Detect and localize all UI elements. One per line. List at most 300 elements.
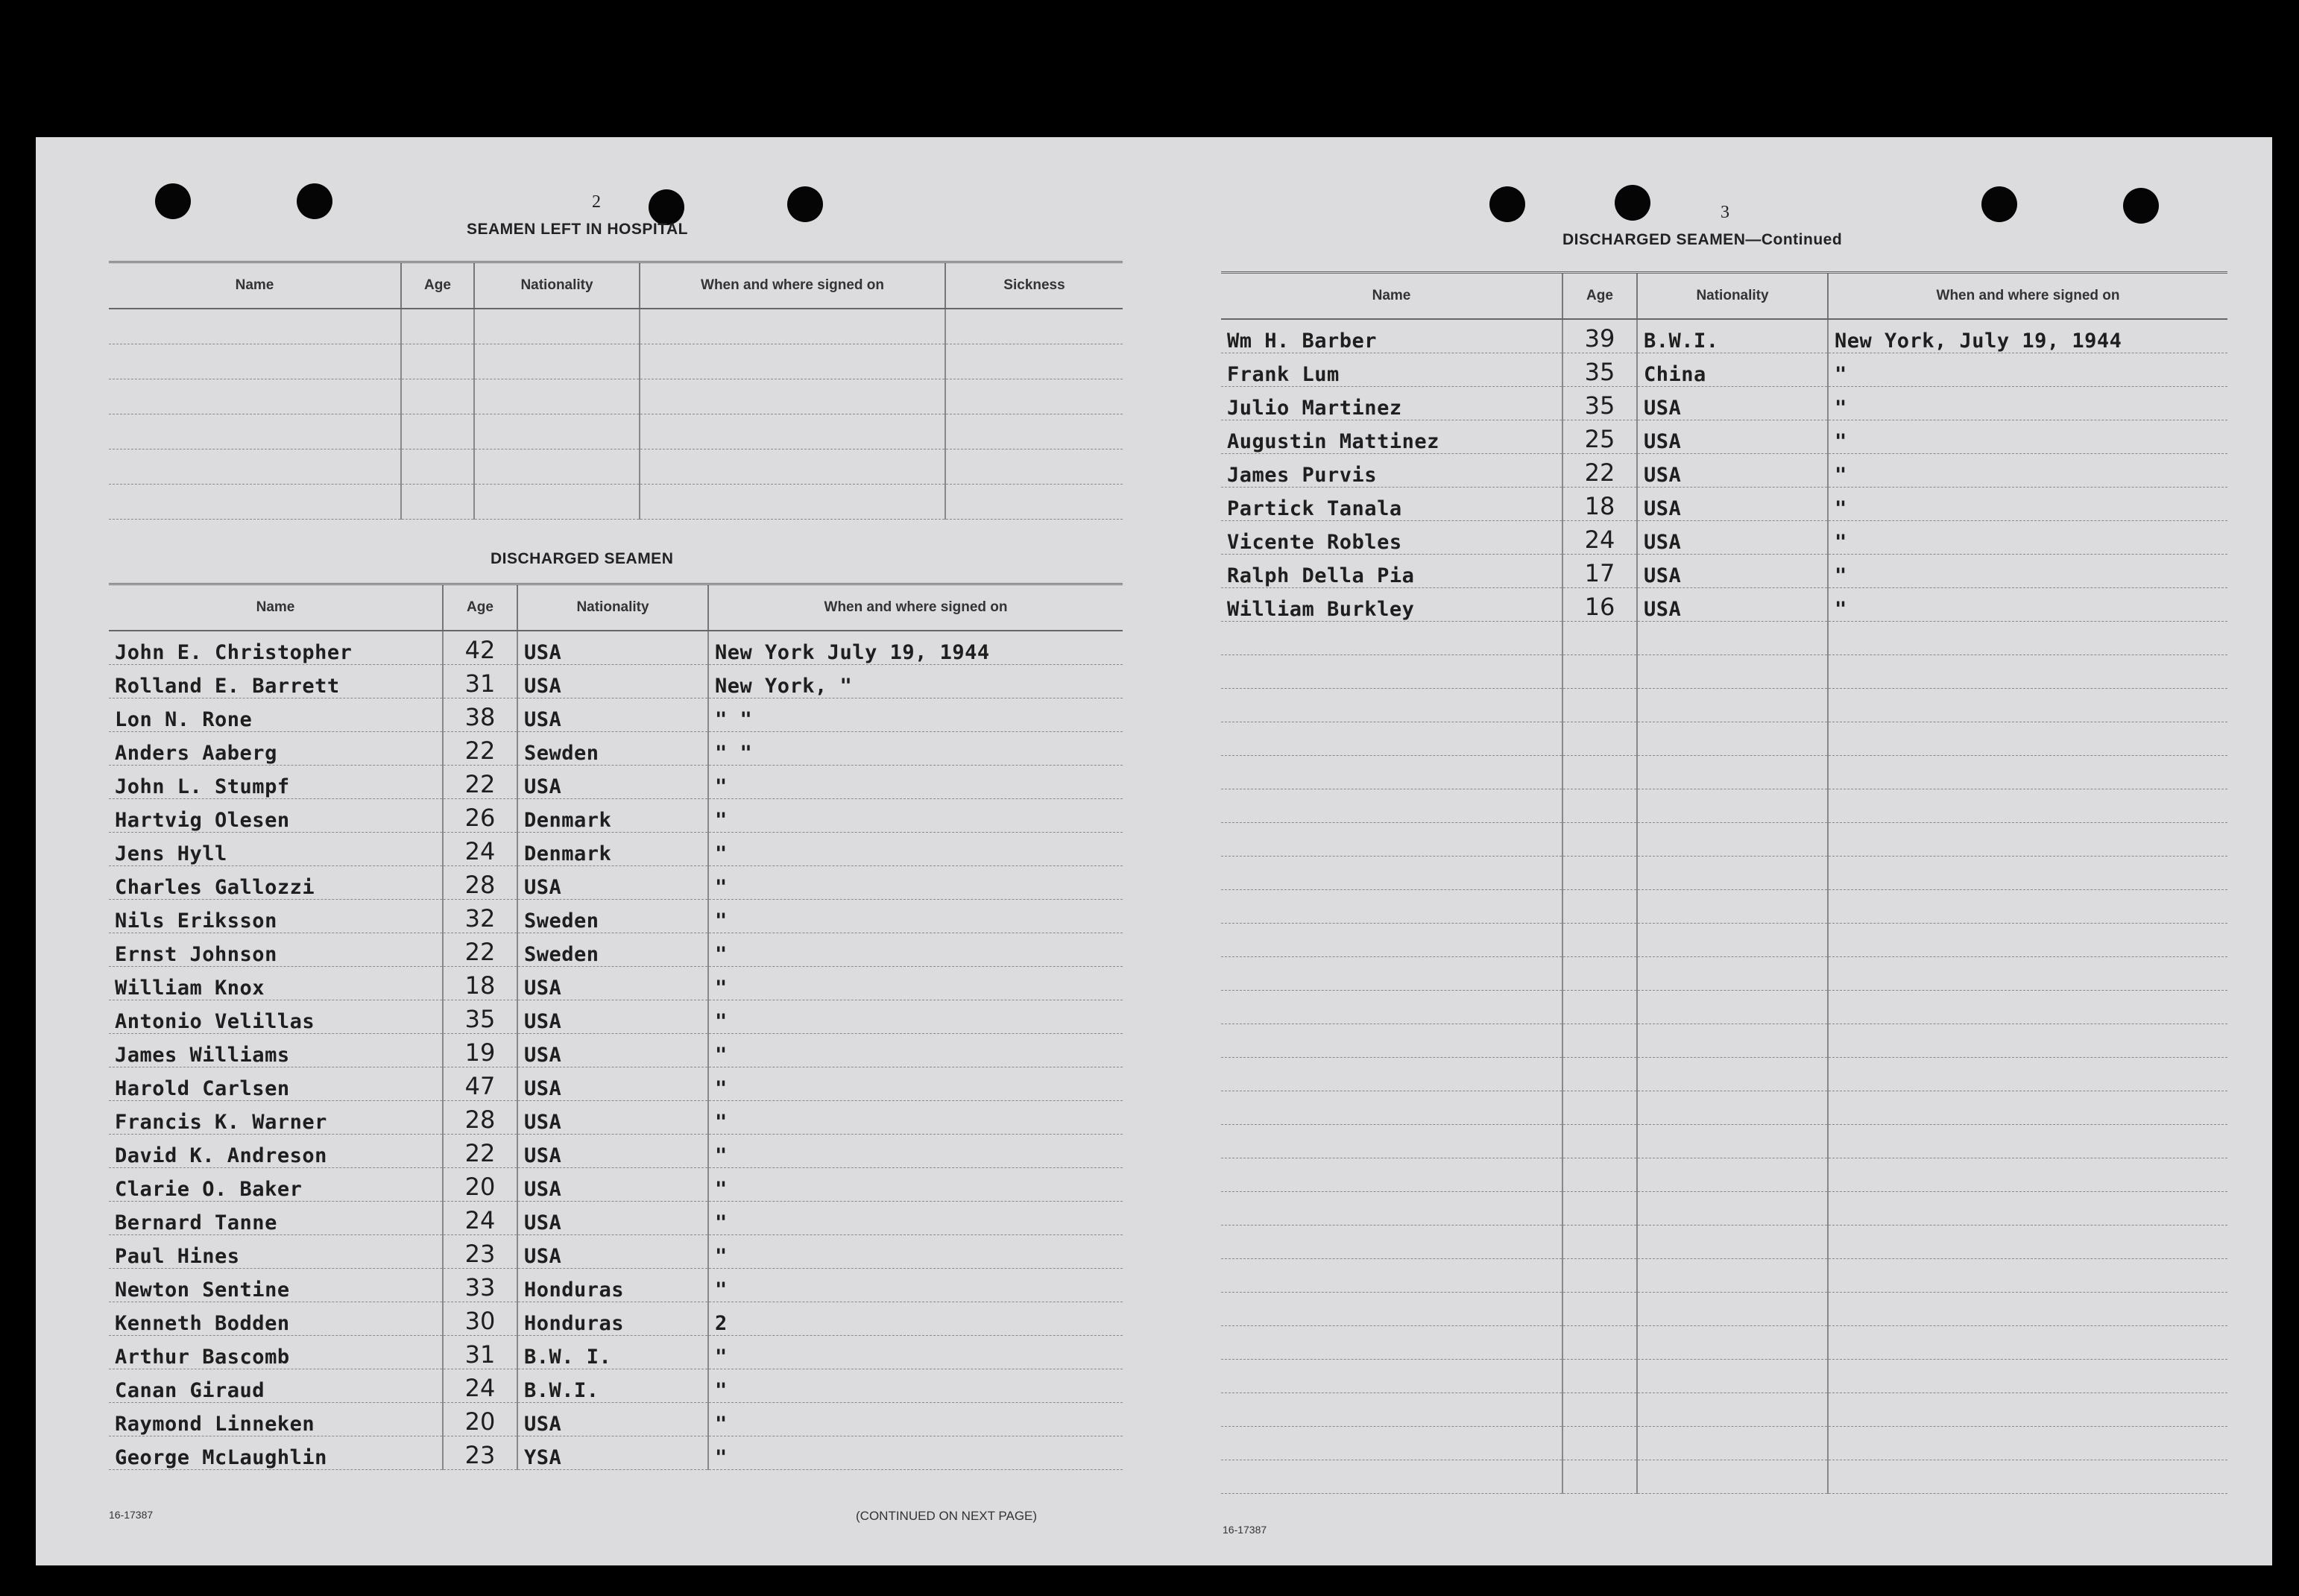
empty-cell [109,450,401,485]
cell-name: Jens Hyll [109,833,443,866]
table-row [109,1336,1123,1369]
empty-cell [1828,722,2227,756]
cell-nat: USA [517,698,708,732]
empty-cell [1637,924,1828,957]
empty-cell [401,309,474,344]
empty-cell [1562,1259,1637,1293]
column-header: Sickness [945,262,1123,309]
empty-cell [1221,1158,1562,1192]
cell-name: Partick Tanala [1221,488,1562,521]
cell-age: 25 [1562,420,1637,454]
table-row [109,833,1123,866]
empty-cell [1637,655,1828,689]
cell-signed: " [1828,420,2227,454]
cell-name: Nils Eriksson [109,900,443,933]
table-row [109,1302,1123,1336]
empty-cell [1828,1360,2227,1393]
cell-age: 19 [443,1034,517,1067]
empty-cell [1637,1158,1828,1192]
cell-signed: " [1828,454,2227,488]
empty-cell [1637,1058,1828,1091]
empty-cell [109,485,401,520]
empty-cell [1562,1393,1637,1427]
table-row [109,1269,1123,1302]
table-row [109,631,1123,665]
table-row [109,866,1123,900]
empty-cell [1562,957,1637,991]
empty-cell [1637,1293,1828,1326]
cell-name: Vicente Robles [1221,521,1562,555]
cell-nat: USA [1637,454,1828,488]
table-row [1221,1158,2227,1192]
table-row [1221,655,2227,689]
cell-age: 22 [443,766,517,799]
cell-name: Harold Carlsen [109,1067,443,1101]
cell-name: Ralph Della Pia [1221,555,1562,588]
discharged-continued-table [1221,271,2227,1494]
cell-nat: USA [517,1168,708,1202]
empty-cell [1221,1024,1562,1058]
empty-cell [1221,689,1562,722]
table-row [1221,521,2227,555]
table-row [1221,622,2227,655]
empty-cell [109,309,401,344]
table-row [1221,991,2227,1024]
table-row [109,933,1123,967]
empty-cell [1828,1091,2227,1125]
empty-cell [1828,890,2227,924]
cell-signed: " [708,900,1123,933]
cell-nat: Denmark [517,799,708,833]
empty-cell [1637,1460,1828,1494]
empty-cell [1221,622,1562,655]
cell-name: James Williams [109,1034,443,1067]
empty-cell [640,450,945,485]
empty-cell [401,450,474,485]
empty-cell [1562,1125,1637,1158]
empty-cell [1637,1226,1828,1259]
empty-cell [1221,789,1562,823]
empty-cell [1828,655,2227,689]
table-row [1221,1058,2227,1091]
empty-cell [1828,1024,2227,1058]
table-row [1221,1091,2227,1125]
empty-cell [1637,1024,1828,1058]
empty-cell [1562,1460,1637,1494]
table-row [109,665,1123,698]
empty-cell [1828,1393,2227,1427]
cell-name: Newton Sentine [109,1269,443,1302]
empty-cell [1828,689,2227,722]
cell-nat: USA [517,766,708,799]
cell-age: 30 [443,1302,517,1336]
cell-age: 24 [443,1369,517,1403]
cell-name: Canan Giraud [109,1369,443,1403]
empty-cell [640,485,945,520]
table-row [109,1101,1123,1135]
empty-cell [1562,1192,1637,1226]
left-page [36,137,1139,1565]
empty-cell [474,309,640,344]
cell-nat: USA [517,1135,708,1168]
empty-cell [1828,1226,2227,1259]
empty-cell [1828,756,2227,789]
cell-name: Charles Gallozzi [109,866,443,900]
cell-age: 35 [1562,387,1637,420]
cell-age: 35 [443,1000,517,1034]
cell-name: Bernard Tanne [109,1202,443,1235]
empty-cell [1637,1360,1828,1393]
cell-nat: USA [1637,488,1828,521]
cell-nat: Sweden [517,900,708,933]
cell-signed: " [708,866,1123,900]
empty-cell [945,450,1123,485]
cell-name: John L. Stumpf [109,766,443,799]
empty-cell [1221,1326,1562,1360]
empty-cell [1828,1427,2227,1460]
cell-signed: " [708,1403,1123,1436]
cell-signed: " [708,1369,1123,1403]
empty-cell [1562,991,1637,1024]
cell-name: Wm H. Barber [1221,319,1562,353]
continued-note: (CONTINUED ON NEXT PAGE) [856,1509,1038,1523]
table-row [109,900,1123,933]
table-row [1221,1293,2227,1326]
cell-name: Anders Aaberg [109,732,443,766]
empty-cell [1221,655,1562,689]
empty-cell [1637,1125,1828,1158]
empty-cell [1637,1091,1828,1125]
cell-nat: USA [517,1202,708,1235]
empty-cell [945,309,1123,344]
cell-age: 22 [443,732,517,766]
empty-cell [1637,689,1828,722]
table-row [1221,353,2227,387]
cell-signed: " [1828,588,2227,622]
empty-cell [1221,991,1562,1024]
column-header: When and where signed on [640,262,945,309]
cell-age: 20 [443,1403,517,1436]
empty-cell [474,450,640,485]
table-row [109,379,1123,414]
table-row [109,799,1123,833]
column-header: Nationality [1637,273,1828,320]
column-header: Name [109,262,401,309]
empty-cell [1562,1091,1637,1125]
empty-cell [1637,722,1828,756]
cell-name: Lon N. Rone [109,698,443,732]
cell-nat: Sweden [517,933,708,967]
empty-cell [1637,957,1828,991]
empty-cell [1637,622,1828,655]
table-row [109,1235,1123,1269]
cell-signed: " [1828,387,2227,420]
empty-cell [401,414,474,450]
cell-signed: " [708,1101,1123,1135]
cell-nat: USA [1637,420,1828,454]
column-header: Age [401,262,474,309]
cell-nat: USA [517,866,708,900]
empty-cell [1221,1058,1562,1091]
empty-cell [1562,1427,1637,1460]
cell-signed: 2 [708,1302,1123,1336]
empty-cell [1562,1360,1637,1393]
cell-age: 42 [443,631,517,665]
cell-nat: USA [517,1403,708,1436]
empty-cell [1221,1125,1562,1158]
table-row [1221,387,2227,420]
empty-cell [1562,1326,1637,1360]
empty-cell [109,414,401,450]
empty-cell [1828,924,2227,957]
table-row [1221,924,2227,957]
empty-cell [640,414,945,450]
cell-signed: " [708,1269,1123,1302]
empty-cell [1221,1460,1562,1494]
table-row [1221,857,2227,890]
table-row [109,766,1123,799]
cell-name: Paul Hines [109,1235,443,1269]
cell-nat: YSA [517,1436,708,1470]
empty-cell [1562,789,1637,823]
cell-signed: " [1828,521,2227,555]
cell-nat: USA [517,1235,708,1269]
empty-cell [945,379,1123,414]
empty-cell [1637,857,1828,890]
table-row [1221,1393,2227,1427]
table-row [109,1369,1123,1403]
empty-cell [1221,1091,1562,1125]
cell-name: Francis K. Warner [109,1101,443,1135]
cell-age: 47 [443,1067,517,1101]
empty-cell [401,379,474,414]
table-row [1221,488,2227,521]
empty-cell [109,379,401,414]
empty-cell [640,379,945,414]
table-row [1221,1226,2227,1259]
table-row [1221,1192,2227,1226]
empty-cell [1221,1192,1562,1226]
cell-age: 24 [443,1202,517,1235]
empty-cell [1828,1460,2227,1494]
column-header: When and where signed on [1828,273,2227,320]
empty-cell [474,485,640,520]
empty-cell [1637,1427,1828,1460]
table-row [109,485,1123,520]
empty-cell [1562,857,1637,890]
cell-nat: USA [517,1101,708,1135]
continued-section-title: DISCHARGED SEAMEN—Continued [1562,231,1843,248]
empty-cell [1828,957,2227,991]
table-row [1221,420,2227,454]
empty-cell [1828,622,2227,655]
cell-signed: New York, July 19, 1944 [1828,319,2227,353]
empty-cell [1828,1259,2227,1293]
table-row [1221,1024,2227,1058]
empty-cell [1637,1192,1828,1226]
column-header: Age [443,584,517,631]
cell-signed: " [708,1202,1123,1235]
table-row [109,1000,1123,1034]
empty-cell [1828,823,2227,857]
table-row [109,1202,1123,1235]
cell-signed: " [1828,488,2227,521]
empty-cell [1637,1326,1828,1360]
cell-signed: " [708,1436,1123,1470]
table-row [1221,1259,2227,1293]
empty-cell [1828,991,2227,1024]
cell-age: 31 [443,1336,517,1369]
cell-name: John E. Christopher [109,631,443,665]
cell-signed: " [708,1336,1123,1369]
cell-nat: USA [1637,387,1828,420]
hospital-table [109,261,1123,520]
cell-signed: " [708,1000,1123,1034]
empty-cell [1221,1259,1562,1293]
empty-cell [1221,1293,1562,1326]
cell-age: 22 [443,933,517,967]
table-row [109,1067,1123,1101]
cell-nat: Denmark [517,833,708,866]
empty-cell [1828,1293,2227,1326]
cell-signed: " [708,766,1123,799]
empty-cell [945,414,1123,450]
cell-age: 31 [443,665,517,698]
table-row [109,1436,1123,1470]
empty-cell [1637,823,1828,857]
empty-cell [1221,1427,1562,1460]
form-sheet [36,137,2272,1565]
cell-name: Rolland E. Barrett [109,665,443,698]
cell-name: Julio Martinez [1221,387,1562,420]
empty-cell [1828,1326,2227,1360]
cell-nat: USA [1637,588,1828,622]
empty-cell [474,379,640,414]
cell-age: 17 [1562,555,1637,588]
empty-cell [1637,756,1828,789]
cell-name: George McLaughlin [109,1436,443,1470]
cell-name: David K. Andreson [109,1135,443,1168]
cell-signed: " [1828,555,2227,588]
empty-cell [1221,890,1562,924]
empty-cell [1562,924,1637,957]
empty-cell [401,485,474,520]
cell-signed: " [708,833,1123,866]
empty-cell [1637,991,1828,1024]
cell-signed: " [1828,353,2227,387]
empty-cell [1221,1393,1562,1427]
table-row [1221,1427,2227,1460]
column-header: Nationality [474,262,640,309]
cell-name: William Knox [109,967,443,1000]
cell-nat: USA [517,1034,708,1067]
column-header: Age [1562,273,1637,320]
table-row [1221,454,2227,488]
cell-signed: New York, " [708,665,1123,698]
empty-cell [1562,890,1637,924]
form-number: 16-17387 [1223,1524,1267,1536]
cell-signed: " [708,1067,1123,1101]
cell-signed: " [708,1034,1123,1067]
cell-name: William Burkley [1221,588,1562,622]
empty-cell [1828,1192,2227,1226]
table-row [1221,1125,2227,1158]
cell-age: 32 [443,900,517,933]
empty-cell [109,344,401,379]
empty-cell [1637,1393,1828,1427]
cell-age: 35 [1562,353,1637,387]
column-header: When and where signed on [708,584,1123,631]
cell-age: 33 [443,1269,517,1302]
table-row [1221,588,2227,622]
empty-cell [1562,722,1637,756]
empty-cell [1221,722,1562,756]
cell-signed: " " [708,698,1123,732]
empty-cell [1562,756,1637,789]
empty-cell [945,485,1123,520]
empty-cell [1562,655,1637,689]
column-header: Nationality [517,584,708,631]
empty-cell [474,414,640,450]
table-row [1221,890,2227,924]
table-row [1221,756,2227,789]
cell-name: Ernst Johnson [109,933,443,967]
table-row [109,450,1123,485]
cell-age: 22 [443,1135,517,1168]
table-row [1221,689,2227,722]
empty-cell [474,344,640,379]
cell-name: Clarie O. Baker [109,1168,443,1202]
table-row [109,344,1123,379]
empty-cell [1221,857,1562,890]
cell-age: 23 [443,1436,517,1470]
empty-cell [1637,1259,1828,1293]
page-number: 3 [1721,203,1729,222]
empty-cell [1637,890,1828,924]
cell-signed: " [708,1168,1123,1202]
cell-signed: New York July 19, 1944 [708,631,1123,665]
cell-nat: USA [517,967,708,1000]
empty-cell [1562,622,1637,655]
cell-nat: B.W.I. [517,1369,708,1403]
cell-nat: Sewden [517,732,708,766]
cell-age: 28 [443,866,517,900]
column-header: Name [109,584,443,631]
cell-age: 16 [1562,588,1637,622]
empty-cell [1562,823,1637,857]
cell-name: Augustin Mattinez [1221,420,1562,454]
column-header: Name [1221,273,1562,320]
cell-signed: " " [708,732,1123,766]
hospital-section-title: SEAMEN LEFT IN HOSPITAL [467,221,688,238]
cell-name: Kenneth Bodden [109,1302,443,1336]
empty-cell [945,344,1123,379]
form-number: 16-17387 [109,1509,154,1521]
table-row [109,698,1123,732]
cell-name: James Purvis [1221,454,1562,488]
cell-age: 18 [443,967,517,1000]
empty-cell [1562,1226,1637,1259]
cell-name: Antonio Velillas [109,1000,443,1034]
table-row [109,1034,1123,1067]
empty-cell [640,309,945,344]
cell-age: 26 [443,799,517,833]
cell-nat: B.W.I. [1637,319,1828,353]
table-row [109,732,1123,766]
empty-cell [1221,756,1562,789]
cell-nat: USA [517,1000,708,1034]
cell-nat: USA [517,665,708,698]
